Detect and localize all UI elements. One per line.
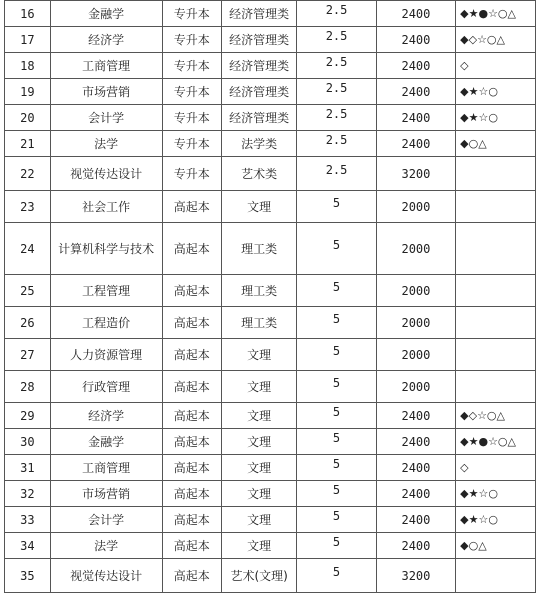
major-name: 工程造价: [82, 315, 131, 330]
subject-category: 经济管理类: [229, 84, 290, 99]
tuition-fee: 2400: [401, 32, 431, 47]
subject-category-cell: [222, 1, 297, 27]
row-number-cell: [5, 1, 51, 27]
tuition-fee: 2400: [401, 486, 431, 501]
subject-category: 文理: [247, 408, 272, 423]
study-years: 5: [332, 343, 341, 358]
study-level: 高起本: [173, 379, 210, 394]
tuition-fee: 3200: [401, 166, 431, 181]
row-number-cell: [5, 53, 51, 79]
tuition-fee-cell: [376, 559, 455, 593]
major-name: 工商管理: [82, 460, 131, 475]
subject-category: 文理: [247, 379, 272, 394]
subject-category-cell: [222, 105, 297, 131]
study-years-cell: [297, 27, 376, 53]
tuition-fee-cell: [376, 481, 455, 507]
feature-marks-cell: [456, 339, 536, 371]
subject-category: 法学类: [241, 136, 278, 151]
subject-category: 文理: [247, 512, 272, 527]
tuition-fee-cell: [376, 533, 455, 559]
feature-marks-cell: [456, 507, 536, 533]
tuition-fee-cell: [376, 53, 455, 79]
table-row: [5, 533, 536, 559]
study-level-cell: [162, 53, 221, 79]
feature-marks-cell: [456, 481, 536, 507]
study-level-cell: [162, 507, 221, 533]
study-years: 5: [332, 311, 341, 326]
study-level-cell: [162, 307, 221, 339]
major-name-cell: [50, 223, 162, 275]
table-row: [5, 403, 536, 429]
row-number: 22: [20, 166, 35, 181]
major-name: 法学: [94, 136, 119, 151]
major-name: 行政管理: [82, 379, 131, 394]
major-name-cell: [50, 191, 162, 223]
major-name-cell: [50, 533, 162, 559]
row-number-cell: [5, 507, 51, 533]
table-row: [5, 307, 536, 339]
table-row: [5, 223, 536, 275]
major-name: 视觉传达设计: [70, 568, 143, 583]
study-level: 专升本: [173, 84, 210, 99]
row-number-cell: [5, 371, 51, 403]
major-name-cell: [50, 27, 162, 53]
row-number-cell: [5, 79, 51, 105]
feature-marks-cell: [456, 105, 536, 131]
table-row: [5, 429, 536, 455]
study-years: 5: [332, 508, 341, 523]
row-number: 26: [20, 315, 35, 330]
row-number: 19: [20, 84, 35, 99]
major-name: 会计学: [88, 110, 125, 125]
row-number: 30: [20, 434, 35, 449]
feature-marks-cell: [456, 403, 536, 429]
tuition-fee-cell: [376, 131, 455, 157]
row-number-cell: [5, 275, 51, 307]
feature-marks: ◆★☆○: [460, 486, 498, 500]
subject-category-cell: [222, 533, 297, 559]
table-row: [5, 27, 536, 53]
tuition-fee-cell: [376, 429, 455, 455]
row-number: 24: [20, 241, 35, 256]
study-level-cell: [162, 481, 221, 507]
subject-category-cell: [222, 481, 297, 507]
feature-marks: ◆★●☆○△: [460, 434, 516, 448]
feature-marks: ◆◇☆○△: [460, 408, 505, 422]
subject-category: 经济管理类: [229, 32, 290, 47]
tuition-fee-cell: [376, 223, 455, 275]
feature-marks-cell: [456, 559, 536, 593]
study-years: 5: [332, 375, 341, 390]
study-years-cell: [297, 79, 376, 105]
study-level: 高起本: [173, 434, 210, 449]
major-name: 工商管理: [82, 58, 131, 73]
study-level: 高起本: [173, 199, 210, 214]
study-years-cell: [297, 307, 376, 339]
study-level-cell: [162, 223, 221, 275]
study-level: 专升本: [173, 6, 210, 21]
feature-marks-cell: [456, 429, 536, 455]
subject-category: 经济管理类: [229, 58, 290, 73]
subject-category: 理工类: [241, 241, 278, 256]
row-number-cell: [5, 455, 51, 481]
subject-category-cell: [222, 53, 297, 79]
study-level: 专升本: [173, 32, 210, 47]
tuition-fee-cell: [376, 371, 455, 403]
study-level-cell: [162, 27, 221, 53]
tuition-fee: 2400: [401, 434, 431, 449]
row-number-cell: [5, 191, 51, 223]
row-number-cell: [5, 559, 51, 593]
subject-category: 文理: [247, 434, 272, 449]
feature-marks-cell: [456, 53, 536, 79]
study-years-cell: [297, 1, 376, 27]
major-name-cell: [50, 339, 162, 371]
subject-category-cell: [222, 371, 297, 403]
tuition-fee: 3200: [401, 568, 431, 583]
tuition-fee-cell: [376, 455, 455, 481]
tuition-fee: 2000: [401, 315, 431, 330]
study-years: 5: [332, 482, 341, 497]
row-number: 17: [20, 32, 35, 47]
row-number: 27: [20, 347, 35, 362]
subject-category: 艺术(文理): [230, 568, 288, 583]
major-name-cell: [50, 131, 162, 157]
study-level: 高起本: [173, 512, 210, 527]
study-level-cell: [162, 371, 221, 403]
subject-category: 经济管理类: [229, 110, 290, 125]
subject-category-cell: [222, 79, 297, 105]
major-name-cell: [50, 507, 162, 533]
major-name-cell: [50, 371, 162, 403]
major-name-cell: [50, 105, 162, 131]
feature-marks-cell: [456, 1, 536, 27]
table-row: [5, 481, 536, 507]
row-number: 16: [20, 6, 35, 21]
feature-marks: ◆○△: [460, 136, 487, 150]
row-number-cell: [5, 339, 51, 371]
subject-category-cell: [222, 339, 297, 371]
subject-category-cell: [222, 157, 297, 191]
study-years: 5: [332, 237, 341, 252]
row-number-cell: [5, 131, 51, 157]
feature-marks: ◆★☆○: [460, 110, 498, 124]
tuition-fee-cell: [376, 339, 455, 371]
subject-category: 理工类: [241, 283, 278, 298]
tuition-fee: 2000: [401, 379, 431, 394]
tuition-fee-cell: [376, 157, 455, 191]
feature-marks-cell: [456, 223, 536, 275]
tuition-fee: 2000: [401, 347, 431, 362]
major-name-cell: [50, 559, 162, 593]
table-row: [5, 1, 536, 27]
row-number-cell: [5, 157, 51, 191]
study-years: 5: [332, 195, 341, 210]
tuition-fee: 2400: [401, 538, 431, 553]
study-years: 5: [332, 279, 341, 294]
feature-marks: ◆★☆○: [460, 512, 498, 526]
table-row: [5, 507, 536, 533]
subject-category-cell: [222, 429, 297, 455]
feature-marks: ◆○△: [460, 538, 487, 552]
study-years-cell: [297, 223, 376, 275]
study-years: 2.5: [325, 2, 348, 17]
table-row: [5, 79, 536, 105]
feature-marks: ◇: [460, 460, 469, 474]
major-name-cell: [50, 429, 162, 455]
subject-category: 理工类: [241, 315, 278, 330]
study-years-cell: [297, 191, 376, 223]
major-name: 经济学: [88, 32, 125, 47]
row-number: 28: [20, 379, 35, 394]
tuition-fee-cell: [376, 79, 455, 105]
table-row: [5, 53, 536, 79]
tuition-fee-cell: [376, 27, 455, 53]
subject-category-cell: [222, 223, 297, 275]
major-name-cell: [50, 455, 162, 481]
feature-marks: ◇: [460, 58, 469, 72]
study-level-cell: [162, 131, 221, 157]
feature-marks: ◆★☆○: [460, 84, 498, 98]
subject-category-cell: [222, 191, 297, 223]
major-name-cell: [50, 307, 162, 339]
subject-category: 文理: [247, 347, 272, 362]
study-years: 5: [332, 534, 341, 549]
tuition-fee: 2400: [401, 408, 431, 423]
subject-category: 艺术类: [241, 166, 278, 181]
major-name: 社会工作: [82, 199, 131, 214]
feature-marks-cell: [456, 157, 536, 191]
study-years: 2.5: [325, 106, 348, 121]
table-row: [5, 275, 536, 307]
subject-category-cell: [222, 455, 297, 481]
study-level: 高起本: [173, 315, 210, 330]
subject-category: 文理: [247, 199, 272, 214]
subject-category: 文理: [247, 538, 272, 553]
study-years-cell: [297, 371, 376, 403]
row-number-cell: [5, 403, 51, 429]
tuition-fee-cell: [376, 105, 455, 131]
tuition-fee: 2400: [401, 512, 431, 527]
major-name-cell: [50, 1, 162, 27]
subject-category-cell: [222, 507, 297, 533]
table-row: [5, 371, 536, 403]
subject-category-cell: [222, 559, 297, 593]
study-level-cell: [162, 339, 221, 371]
feature-marks-cell: [456, 533, 536, 559]
table-row: [5, 191, 536, 223]
study-years-cell: [297, 429, 376, 455]
major-name: 金融学: [88, 6, 125, 21]
study-years: 5: [332, 430, 341, 445]
tuition-fee-cell: [376, 191, 455, 223]
feature-marks-cell: [456, 307, 536, 339]
study-level: 高起本: [173, 283, 210, 298]
tuition-fee: 2000: [401, 241, 431, 256]
row-number: 31: [20, 460, 35, 475]
tuition-fee-cell: [376, 307, 455, 339]
study-years: 2.5: [325, 80, 348, 95]
table-row: [5, 339, 536, 371]
tuition-fee: 2400: [401, 136, 431, 151]
row-number: 32: [20, 486, 35, 501]
study-years: 2.5: [325, 54, 348, 69]
tuition-fee-cell: [376, 1, 455, 27]
study-years: 5: [332, 564, 341, 579]
study-years-cell: [297, 533, 376, 559]
major-name-cell: [50, 481, 162, 507]
feature-marks-cell: [456, 275, 536, 307]
feature-marks: ◆★●☆○△: [460, 6, 516, 20]
study-years-cell: [297, 403, 376, 429]
study-years-cell: [297, 507, 376, 533]
tuition-fee-cell: [376, 507, 455, 533]
tuition-fee: 2400: [401, 84, 431, 99]
major-name: 市场营销: [82, 486, 131, 501]
study-level: 高起本: [173, 538, 210, 553]
subject-category: 文理: [247, 486, 272, 501]
study-level-cell: [162, 1, 221, 27]
study-level-cell: [162, 559, 221, 593]
study-level-cell: [162, 105, 221, 131]
row-number: 35: [20, 568, 35, 583]
subject-category-cell: [222, 307, 297, 339]
major-name-cell: [50, 275, 162, 307]
major-name-cell: [50, 157, 162, 191]
table-row: [5, 105, 536, 131]
row-number: 29: [20, 408, 35, 423]
major-name: 法学: [94, 538, 119, 553]
major-name: 经济学: [88, 408, 125, 423]
tuition-fee: 2400: [401, 58, 431, 73]
study-level: 高起本: [173, 568, 210, 583]
row-number: 23: [20, 199, 35, 214]
study-years-cell: [297, 481, 376, 507]
tuition-fee: 2400: [401, 110, 431, 125]
subject-category-cell: [222, 131, 297, 157]
study-level-cell: [162, 157, 221, 191]
major-name: 市场营销: [82, 84, 131, 99]
major-name-cell: [50, 403, 162, 429]
subject-category-cell: [222, 403, 297, 429]
row-number-cell: [5, 27, 51, 53]
study-level: 高起本: [173, 486, 210, 501]
row-number: 34: [20, 538, 35, 553]
feature-marks-cell: [456, 27, 536, 53]
row-number-cell: [5, 307, 51, 339]
study-level-cell: [162, 429, 221, 455]
row-number: 33: [20, 512, 35, 527]
major-name-cell: [50, 79, 162, 105]
study-level: 高起本: [173, 460, 210, 475]
study-level-cell: [162, 275, 221, 307]
subject-category-cell: [222, 27, 297, 53]
tuition-fee-cell: [376, 275, 455, 307]
study-years-cell: [297, 275, 376, 307]
study-level-cell: [162, 403, 221, 429]
study-years-cell: [297, 455, 376, 481]
feature-marks-cell: [456, 191, 536, 223]
study-years-cell: [297, 53, 376, 79]
tuition-fee: 2400: [401, 6, 431, 21]
major-name: 金融学: [88, 434, 125, 449]
major-name: 人力资源管理: [70, 347, 143, 362]
row-number-cell: [5, 223, 51, 275]
study-years: 2.5: [325, 162, 348, 177]
study-level-cell: [162, 79, 221, 105]
study-level: 高起本: [173, 347, 210, 362]
study-years-cell: [297, 157, 376, 191]
study-level-cell: [162, 533, 221, 559]
major-name: 计算机科学与技术: [58, 241, 155, 256]
majors-table-container: [4, 0, 536, 593]
subject-category: 经济管理类: [229, 6, 290, 21]
study-years: 5: [332, 456, 341, 471]
row-number: 25: [20, 283, 35, 298]
study-level: 专升本: [173, 58, 210, 73]
study-level: 专升本: [173, 110, 210, 125]
feature-marks-cell: [456, 455, 536, 481]
row-number: 21: [20, 136, 35, 151]
study-level: 专升本: [173, 166, 210, 181]
table-row: [5, 455, 536, 481]
majors-table: [4, 0, 536, 593]
table-row: [5, 559, 536, 593]
major-name: 视觉传达设计: [70, 166, 143, 181]
table-row: [5, 131, 536, 157]
row-number: 20: [20, 110, 35, 125]
row-number-cell: [5, 429, 51, 455]
study-level-cell: [162, 455, 221, 481]
study-years: 5: [332, 404, 341, 419]
study-level: 高起本: [173, 408, 210, 423]
study-years-cell: [297, 339, 376, 371]
major-name: 工程管理: [82, 283, 131, 298]
row-number-cell: [5, 533, 51, 559]
feature-marks-cell: [456, 371, 536, 403]
table-row: [5, 157, 536, 191]
major-name-cell: [50, 53, 162, 79]
tuition-fee: 2000: [401, 283, 431, 298]
study-level: 专升本: [173, 136, 210, 151]
row-number-cell: [5, 481, 51, 507]
tuition-fee: 2000: [401, 199, 431, 214]
feature-marks-cell: [456, 79, 536, 105]
row-number: 18: [20, 58, 35, 73]
study-level-cell: [162, 191, 221, 223]
study-years: 2.5: [325, 28, 348, 43]
study-level: 高起本: [173, 241, 210, 256]
feature-marks: ◆◇☆○△: [460, 32, 505, 46]
study-years-cell: [297, 559, 376, 593]
feature-marks-cell: [456, 131, 536, 157]
subject-category-cell: [222, 275, 297, 307]
study-years-cell: [297, 105, 376, 131]
study-years-cell: [297, 131, 376, 157]
row-number-cell: [5, 105, 51, 131]
tuition-fee-cell: [376, 403, 455, 429]
study-years: 2.5: [325, 132, 348, 147]
major-name: 会计学: [88, 512, 125, 527]
tuition-fee: 2400: [401, 460, 431, 475]
subject-category: 文理: [247, 460, 272, 475]
